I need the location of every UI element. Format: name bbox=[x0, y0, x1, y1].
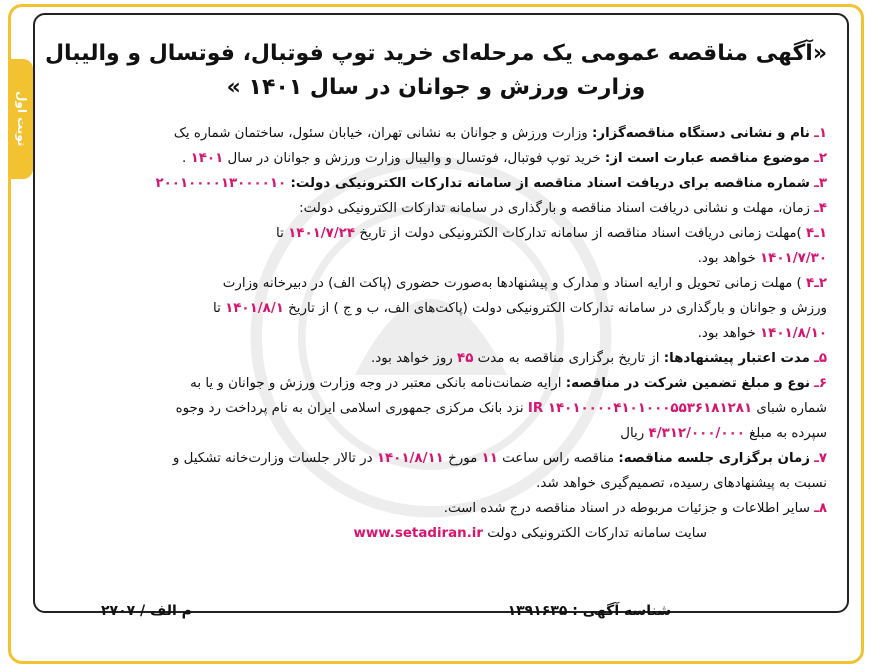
item-6: ۶ـ نوع و مبلغ تضمین شرکت در مناقصه: ارایه ضمانت‌نامه بانکی معتبر در وجه وزارت ورزش و جوانان و یا به bbox=[190, 376, 827, 391]
site-line: سایت سامانه تدارکات الکترونیکی دولت www.setadiran.ir bbox=[353, 526, 707, 541]
item-6-end: سپرده به مبلغ ۴/۳۱۲/۰۰۰/۰۰۰ ریال bbox=[620, 426, 827, 441]
ad-footer bbox=[41, 603, 831, 633]
registration-code: م الف / ۲۷۰۷ bbox=[101, 603, 192, 619]
item-4-2-end: ۱۴۰۱/۸/۱۰ خواهد بود. bbox=[697, 326, 827, 341]
item-7: ۷ـ زمان برگزاری جلسه مناقصه: مناقصه راس ساعت ۱۱ مورخ ۱۴۰۱/۸/۱۱ در تالار جلسات وزارت‌خانه تشکیل و bbox=[172, 451, 827, 466]
item-1: ۱ـ نام و نشانی دستگاه مناقصه‌گزار: وزارت ورزش و جوانان به نشانی تهران، خیابان سئول، ساختمان شماره یک bbox=[173, 126, 827, 141]
setadiran-link[interactable]: www.setadiran.ir bbox=[353, 526, 483, 541]
ad-title-line-2: وزارت ورزش و جوانان در سال ۱۴۰۱ » bbox=[226, 75, 646, 100]
item-4-2: ۲ـ۴ ) مهلت زمانی تحویل و ارایه اسناد و مدارک و پیشنهادها به‌صورت حضوری (پاکت الف) در دبیرخانه وزارت bbox=[222, 276, 827, 291]
item-2: ۲ـ موضوع مناقصه عبارت است از: خرید توپ فوتبال، فوتسال و والیبال وزارت ورزش و جوانان در سال ۱۴۰۱ . bbox=[182, 151, 827, 166]
ad-frame bbox=[8, 4, 864, 664]
item-4-1: ۱ـ۴ )مهلت زمانی دریافت اسناد مناقصه از سامانه تدارکات الکترونیکی دولت از تاریخ ۱۴۰۱/۷/۲۴ تا bbox=[276, 226, 827, 241]
ad-body bbox=[47, 121, 827, 546]
item-7-cont: نسبت به پیشنهادهای رسیده، تصمیم‌گیری خواهد شد. bbox=[536, 476, 827, 491]
item-4-1-cont: ۱۴۰۱/۷/۳۰ خواهد بود. bbox=[697, 251, 827, 266]
item-8: ۸ـ سایر اطلاعات و جزئیات مربوطه در اسناد مناقصه درج شده است. bbox=[443, 501, 827, 516]
item-3: ۳ـ شماره مناقصه برای دریافت اسناد مناقصه از سامانه تدارکات الکترونیکی دولت: ۲۰۰۱۰۰۰۰۱۳۰۰۰۰۱۰ bbox=[155, 176, 827, 191]
iban-number: IR ۱۴۰۱۰۰۰۰۴۱۰۱۰۰۰۵۵۳۶۱۸۱۲۸۱ bbox=[527, 401, 753, 416]
ad-title-line-1: «آگهی مناقصه عمومی یک مرحله‌ای خرید توپ فوتبال، فوتسال و والیبال bbox=[44, 41, 828, 66]
ad-id: شناسه آگهی : ۱۳۹۱۶۳۵ bbox=[507, 603, 671, 619]
item-4: ۴ـ زمان، مهلت و نشانی دریافت اسناد مناقصه و بارگذاری در سامانه تدارکات الکترونیکی دولت: bbox=[299, 201, 827, 216]
item-4-2-cont: ورزش و جوانان و بارگذاری در سامانه تدارکات الکترونیکی دولت (پاکت‌های الف، ب و ج ) از تاریخ ۱۴۰۱/۸/۱ تا bbox=[213, 301, 827, 316]
item-5: ۵ـ مدت اعتبار پیشنهادها: از تاریخ برگزاری مناقصه به مدت ۴۵ روز خواهد بود. bbox=[370, 351, 827, 366]
item-6-cont: شماره شبای IR ۱۴۰۱۰۰۰۰۴۱۰۱۰۰۰۵۵۳۶۱۸۱۲۸۱ نزد بانک مرکزی جمهوری اسلامی ایران به نام پرداخت رد وجوه bbox=[175, 401, 827, 416]
tender-number: ۲۰۰۱۰۰۰۰۱۳۰۰۰۰۱۰ bbox=[155, 176, 287, 191]
first-publication-tab: نوبت اول bbox=[11, 59, 33, 179]
